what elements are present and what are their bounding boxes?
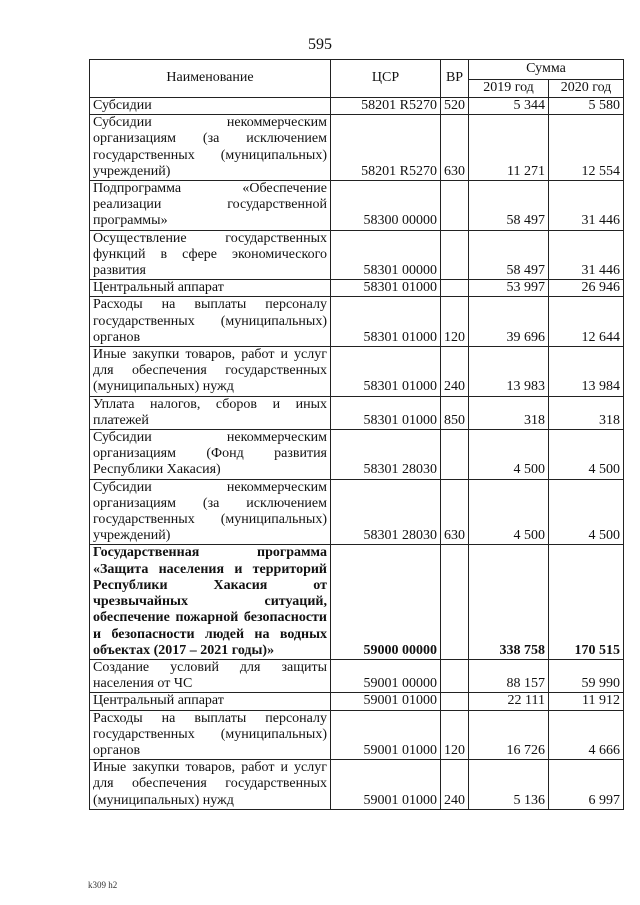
- header-name: Наименование: [90, 60, 331, 98]
- row-value-2020: 31 446: [549, 181, 624, 231]
- row-value-2019: 5 136: [469, 760, 549, 810]
- budget-table: [89, 59, 624, 810]
- row-value-2020: 26 946: [549, 280, 624, 297]
- table-row: [90, 545, 624, 659]
- row-vr: 850: [441, 396, 469, 429]
- row-vr: 240: [441, 760, 469, 810]
- row-value-2020: 31 446: [549, 230, 624, 280]
- table-row: [90, 760, 624, 810]
- row-value-2020: 12 554: [549, 115, 624, 181]
- row-csr: 58301 01000: [331, 347, 441, 397]
- table-row: [90, 115, 624, 181]
- row-vr: 240: [441, 347, 469, 397]
- table-row: [90, 230, 624, 280]
- row-value-2020: 4 500: [549, 479, 624, 545]
- row-value-2020: 4 666: [549, 710, 624, 760]
- row-value-2019: 16 726: [469, 710, 549, 760]
- row-name: Подпрограмма «Обеспечение реализации государственной программы»: [90, 181, 331, 231]
- row-value-2019: 4 500: [469, 430, 549, 480]
- row-value-2019: 58 497: [469, 230, 549, 280]
- row-value-2020: 13 984: [549, 347, 624, 397]
- header-csr: ЦСР: [331, 60, 441, 98]
- row-csr: 59001 00000: [331, 659, 441, 692]
- row-value-2020: 11 912: [549, 693, 624, 710]
- row-vr: 120: [441, 710, 469, 760]
- row-csr: 58301 00000: [331, 230, 441, 280]
- row-vr: [441, 430, 469, 480]
- row-vr: 630: [441, 479, 469, 545]
- row-value-2019: 53 997: [469, 280, 549, 297]
- table-row: [90, 710, 624, 760]
- row-csr: 59000 00000: [331, 545, 441, 659]
- table-row: [90, 181, 624, 231]
- header-sum: Сумма: [469, 60, 624, 80]
- row-name: Расходы на выплаты персоналу государственных (муниципальных) органов: [90, 710, 331, 760]
- row-vr: [441, 181, 469, 231]
- row-value-2020: 6 997: [549, 760, 624, 810]
- table-row: [90, 98, 624, 115]
- row-csr: 58301 01000: [331, 297, 441, 347]
- row-value-2020: 59 990: [549, 659, 624, 692]
- row-csr: 58300 00000: [331, 181, 441, 231]
- row-name: Субсидии: [90, 98, 331, 115]
- row-value-2020: 170 515: [549, 545, 624, 659]
- row-value-2019: 39 696: [469, 297, 549, 347]
- row-value-2020: 12 644: [549, 297, 624, 347]
- row-name: Центральный аппарат: [90, 280, 331, 297]
- row-name: Иные закупки товаров, работ и услуг для обеспечения государственных (муниципальных) нужд: [90, 760, 331, 810]
- header-year-2020: 2020 год: [549, 80, 624, 98]
- row-name: Иные закупки товаров, работ и услуг для обеспечения государственных (муниципальных) нужд: [90, 347, 331, 397]
- table-row: [90, 430, 624, 480]
- row-name: Субсидии некоммерческим организациям (за исключением государственных (муниципальных) учреждений): [90, 479, 331, 545]
- table-row: [90, 659, 624, 692]
- table-row: [90, 396, 624, 429]
- row-value-2019: 4 500: [469, 479, 549, 545]
- row-vr: [441, 230, 469, 280]
- row-vr: [441, 280, 469, 297]
- row-name: Государственная программа «Защита населения и территорий Республики Хакасия от чрезвычайных ситуаций, обеспечение пожарной безопасности и безопасности людей на водных объектах (2017 – 2021 годы)»: [90, 545, 331, 659]
- row-value-2019: 338 758: [469, 545, 549, 659]
- row-name: Уплата налогов, сборов и иных платежей: [90, 396, 331, 429]
- table-row: [90, 347, 624, 397]
- row-value-2020: 4 500: [549, 430, 624, 480]
- row-name: Центральный аппарат: [90, 693, 331, 710]
- row-csr: 58301 01000: [331, 396, 441, 429]
- row-value-2019: 5 344: [469, 98, 549, 115]
- row-name: Расходы на выплаты персоналу государственных (муниципальных) органов: [90, 297, 331, 347]
- row-vr: [441, 545, 469, 659]
- row-value-2019: 22 111: [469, 693, 549, 710]
- footer-code: k309 h2: [88, 880, 118, 890]
- row-value-2020: 318: [549, 396, 624, 429]
- row-value-2019: 13 983: [469, 347, 549, 397]
- table-row: [90, 297, 624, 347]
- row-csr: 58201 R5270: [331, 115, 441, 181]
- row-value-2019: 58 497: [469, 181, 549, 231]
- row-csr: 58301 01000: [331, 280, 441, 297]
- row-csr: 58301 28030: [331, 479, 441, 545]
- row-vr: 520: [441, 98, 469, 115]
- row-name: Создание условий для защиты населения от ЧС: [90, 659, 331, 692]
- table-row: [90, 693, 624, 710]
- row-value-2020: 5 580: [549, 98, 624, 115]
- row-csr: 59001 01000: [331, 760, 441, 810]
- table-row: [90, 479, 624, 545]
- row-name: Осуществление государственных функций в сфере экономического развития: [90, 230, 331, 280]
- row-value-2019: 11 271: [469, 115, 549, 181]
- table-body: [90, 98, 624, 810]
- table-row: [90, 280, 624, 297]
- row-value-2019: 88 157: [469, 659, 549, 692]
- row-csr: 58201 R5270: [331, 98, 441, 115]
- row-csr: 58301 28030: [331, 430, 441, 480]
- row-name: Субсидии некоммерческим организациям (за исключением государственных (муниципальных) учреждений): [90, 115, 331, 181]
- page-number: 595: [308, 36, 332, 53]
- row-vr: [441, 659, 469, 692]
- row-csr: 59001 01000: [331, 693, 441, 710]
- row-vr: [441, 693, 469, 710]
- row-value-2019: 318: [469, 396, 549, 429]
- row-vr: 120: [441, 297, 469, 347]
- row-csr: 59001 01000: [331, 710, 441, 760]
- row-vr: 630: [441, 115, 469, 181]
- row-name: Субсидии некоммерческим организациям (Фонд развития Республики Хакасия): [90, 430, 331, 480]
- header-year-2019: 2019 год: [469, 80, 549, 98]
- header-vr: ВР: [441, 60, 469, 98]
